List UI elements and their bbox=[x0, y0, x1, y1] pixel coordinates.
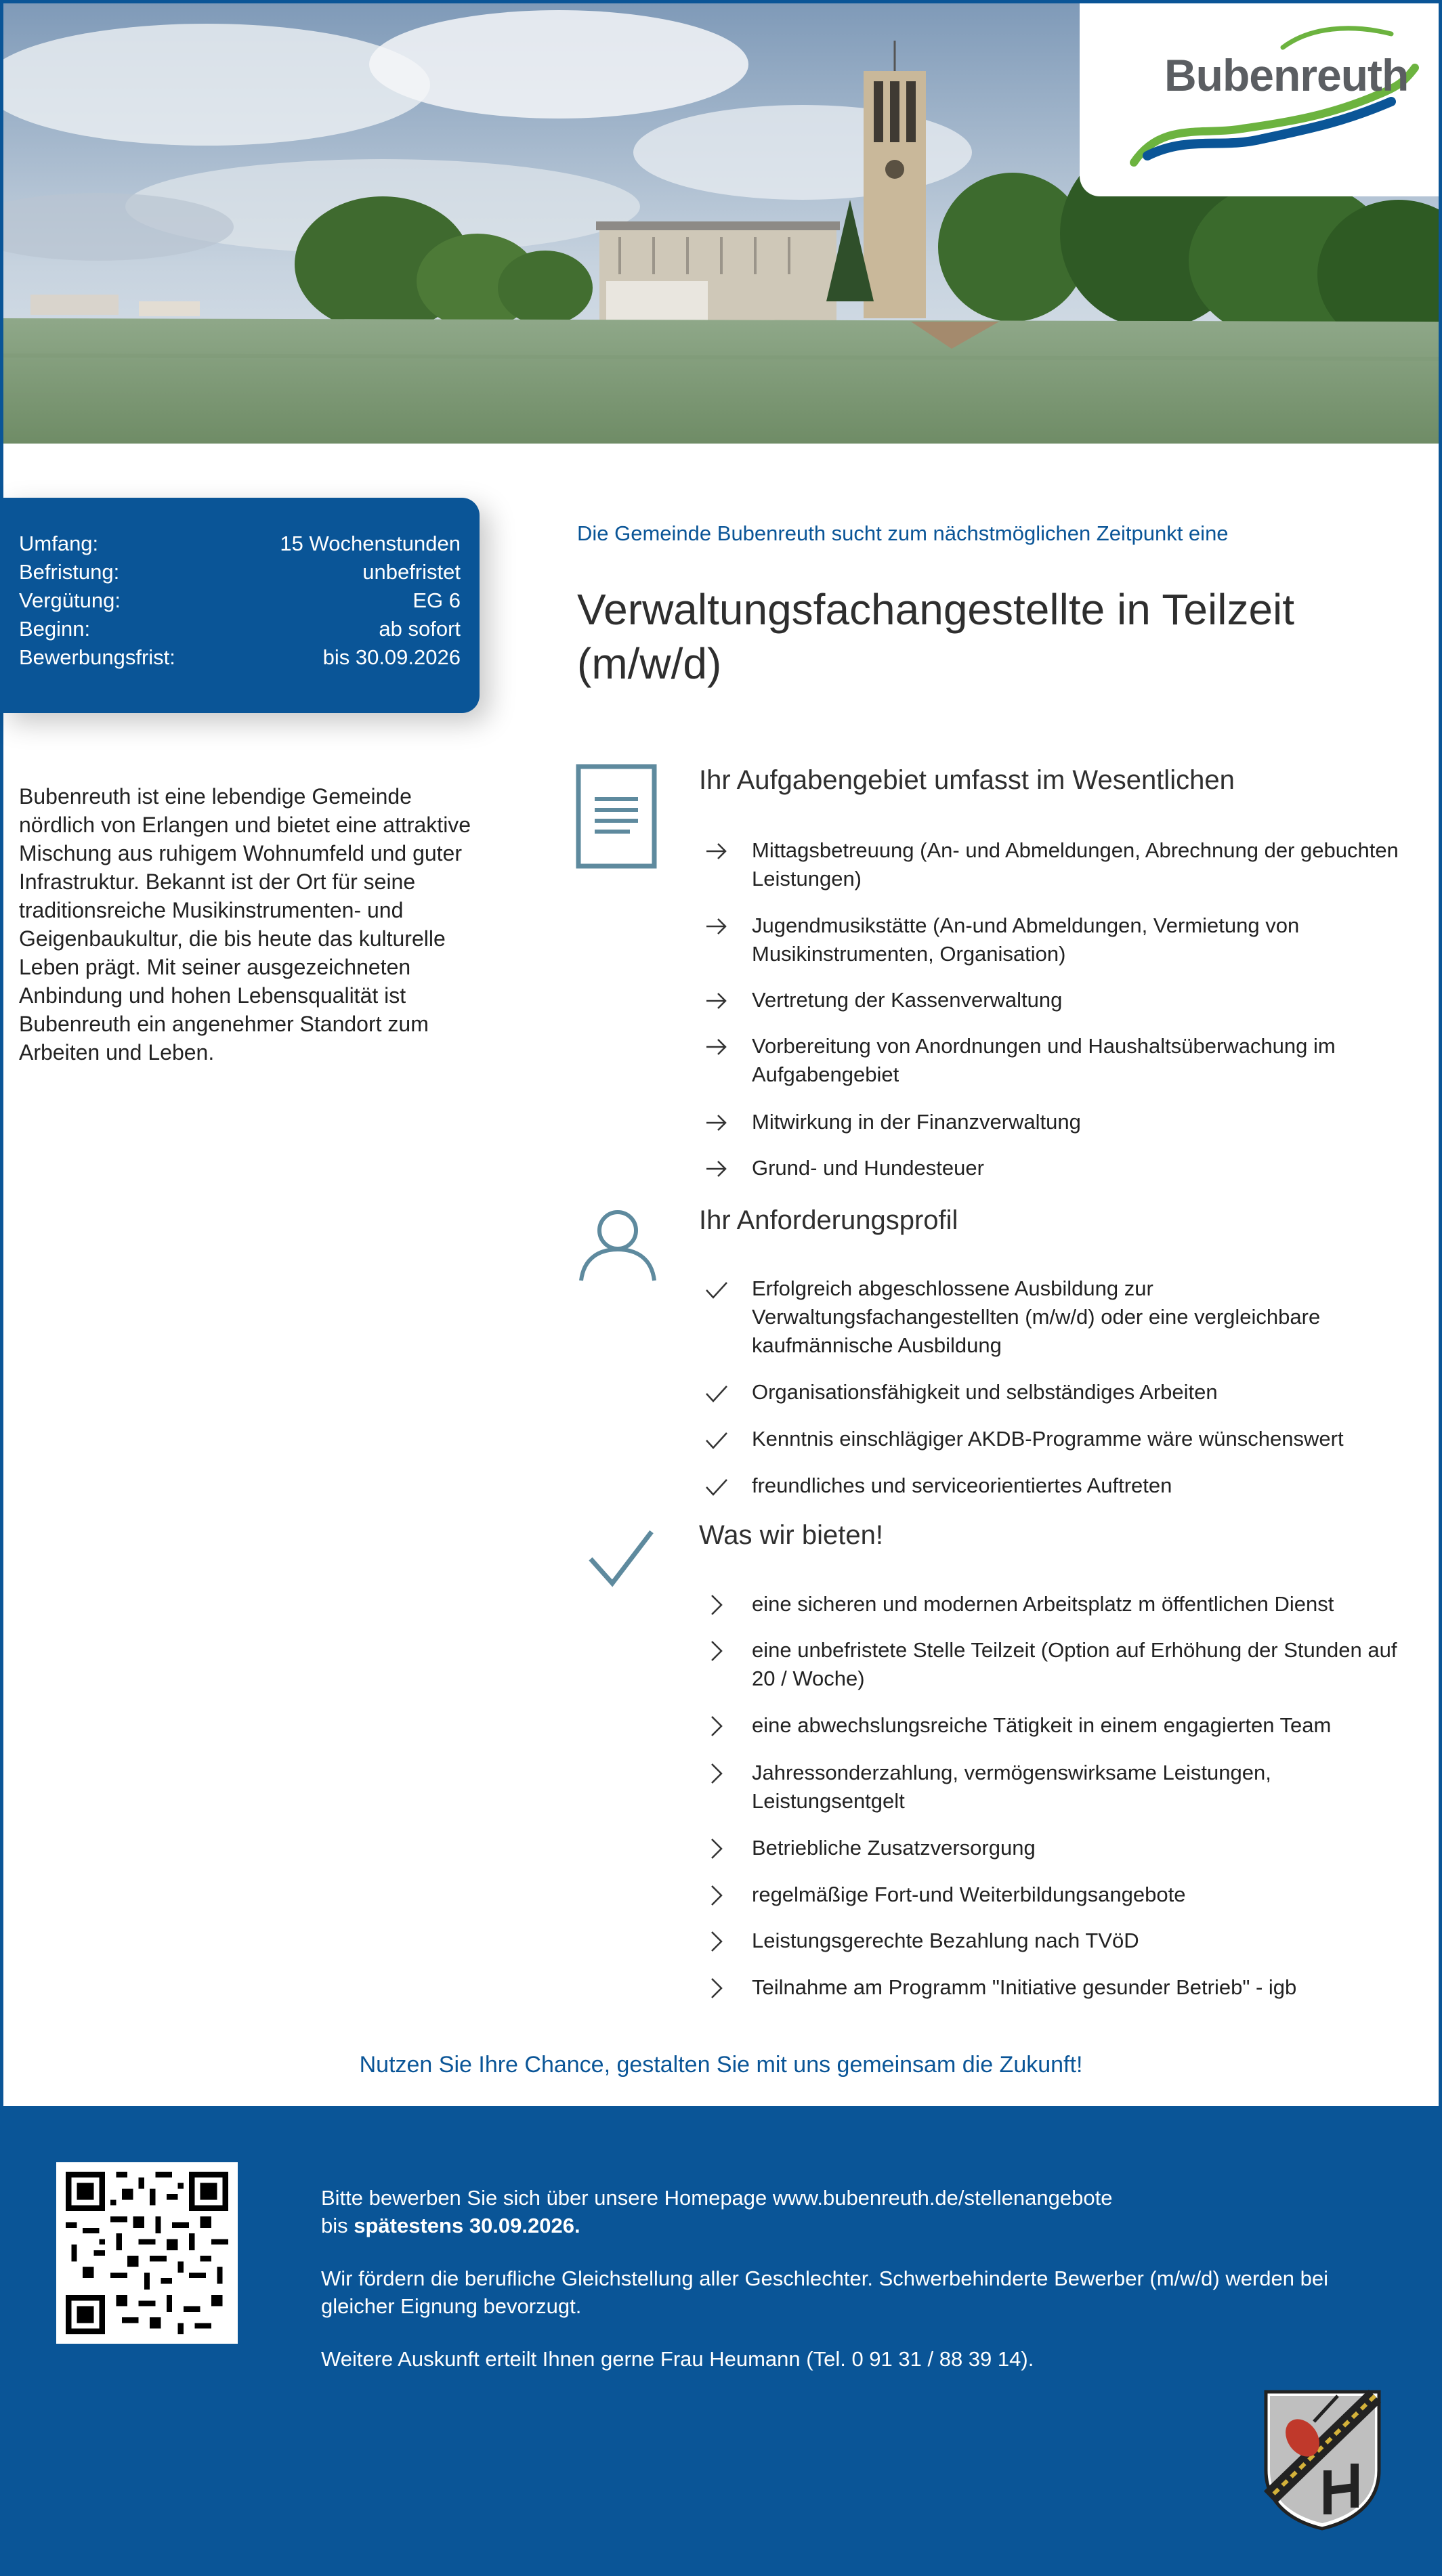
list-item-text: Organisationsfähigkeit und selbständiges Arbeiten bbox=[752, 1380, 1218, 1404]
chevron-right-icon bbox=[704, 1639, 729, 1663]
list-item-text: Kenntnis einschlägiger AKDB-Programme wäre wünschenswert bbox=[752, 1427, 1344, 1451]
job-title-line: Verwaltungsfachangestellte in Teilzeit bbox=[577, 585, 1295, 634]
fact-value: 15 Wochenstunden bbox=[280, 532, 461, 555]
section-heading-tasks: Ihr Aufgabengebiet umfasst im Wesentlichen bbox=[699, 765, 1235, 795]
chevron-right-icon bbox=[704, 1714, 729, 1738]
apply-deadline bbox=[321, 2212, 1384, 2239]
list-item-text: Teilnahme am Programm "Initiative gesunder Betrieb" - igb bbox=[752, 1975, 1297, 1999]
lead-text: Die Gemeinde Bubenreuth sucht zum nächstmöglichen Zeitpunkt eine bbox=[577, 521, 1229, 545]
chevron-right-icon bbox=[704, 1883, 729, 1908]
apply-deadline-prefix: bis bbox=[321, 2214, 354, 2237]
fact-value: unbefristet bbox=[362, 560, 461, 584]
job-title-line: (m/w/d) bbox=[577, 639, 722, 688]
list-item-text: Vorbereitung von Anordnungen und Haushaltsüberwachung im Aufgabengebiet bbox=[752, 1034, 1336, 1086]
fact-label: Vergütung: bbox=[19, 588, 121, 612]
list-item-text: eine abwechslungsreiche Tätigkeit in einem engagierten Team bbox=[752, 1713, 1332, 1737]
fact-value: EG 6 bbox=[412, 588, 461, 612]
list-item-text: Vertretung der Kassenverwaltung bbox=[752, 988, 1063, 1012]
chevron-right-icon bbox=[704, 1976, 729, 2000]
fact-value: ab sofort bbox=[379, 617, 461, 641]
fact-row-pay bbox=[19, 588, 461, 617]
equality-text: Wir fördern die berufliche Gleichstellung aller Geschlechter. Schwerbehinderte Bewerber (m/w/d) werden bei bbox=[321, 2267, 1328, 2290]
contact-text: Weitere Auskunft erteilt Ihnen gerne Frau Heumann (Tel. 0 91 31 / 88 39 14). bbox=[321, 2347, 1034, 2371]
document-icon bbox=[576, 764, 657, 869]
list-item-text: Leistungsgerechte Bezahlung nach TVöD bbox=[752, 1929, 1139, 1952]
list-item-text: Jahressonderzahlung, vermögenswirksame Leistungen, Leistungsentgelt bbox=[752, 1761, 1271, 1813]
arrow-right-icon bbox=[704, 914, 729, 939]
chevron-right-icon bbox=[704, 1593, 729, 1617]
job-facts-box bbox=[0, 498, 480, 713]
fact-label: Bewerbungsfrist: bbox=[19, 645, 175, 669]
list-item-text: eine unbefristete Stelle Teilzeit (Option auf Erhöhung der Stunden auf 20 / Woche) bbox=[752, 1638, 1397, 1690]
chevron-right-icon bbox=[704, 1761, 729, 1786]
fact-value: bis 30.09.2026 bbox=[322, 645, 461, 669]
fact-label: Beginn: bbox=[19, 617, 91, 641]
qr-code[interactable] bbox=[56, 2162, 238, 2344]
intro-text: Bubenreuth ist eine lebendige Gemeinde nördlich von Erlangen und bietet eine attraktive Mischung aus ruhigem Wohnumfeld und guter Infrastruktur. Bekannt ist der Ort für seine traditionsreiche Musikinstrumenten- und Geigenbaukultur, die bis heute das kulturelle Leben prägt. Mit seiner ausgezeichneten Anbindung und hohen Lebensqualität ist Bubenreuth ein angenehmer Standort zum Arbeiten und Leben. bbox=[19, 784, 471, 1065]
checkmark-icon bbox=[704, 1427, 729, 1452]
list-item-text: freundliches und serviceorientiertes Auftreten bbox=[752, 1474, 1172, 1497]
chevron-right-icon bbox=[704, 1929, 729, 1954]
checkmark-icon bbox=[704, 1474, 729, 1499]
qr-code-icon bbox=[66, 2172, 228, 2334]
closing-slogan: Nutzen Sie Ihre Chance, gestalten Sie mit uns gemeinsam die Zukunft! bbox=[359, 2052, 1083, 2078]
job-title bbox=[577, 582, 1356, 691]
checkmark-icon bbox=[704, 1277, 729, 1302]
list-item-text: Betriebliche Zusatzversorgung bbox=[752, 1836, 1036, 1860]
coat-of-arms-icon bbox=[1263, 2389, 1382, 2531]
apply-text: Bitte bewerben Sie sich über unsere Homepage www.bubenreuth.de/stellenangebote bbox=[321, 2186, 1113, 2210]
list-item-text: Jugendmusikstätte (An-und Abmeldungen, Vermietung von Musikinstrumenten, Organisation) bbox=[752, 914, 1300, 966]
arrow-right-icon bbox=[704, 1035, 729, 1059]
arrow-right-icon bbox=[704, 1157, 729, 1181]
fact-row-start bbox=[19, 617, 461, 645]
list-item-text: regelmäßige Fort-und Weiterbildungsangebote bbox=[752, 1883, 1186, 1906]
list-item-text: Mitwirkung in der Finanzverwaltung bbox=[752, 1110, 1081, 1134]
person-icon bbox=[577, 1209, 658, 1283]
footer bbox=[0, 2106, 1442, 2576]
list-item-text: Mittagsbetreuung (An- und Abmeldungen, Abrechnung der gebuchten Leistungen) bbox=[752, 838, 1399, 890]
fact-label: Befristung: bbox=[19, 560, 120, 584]
list-item-text: eine sicheren und modernen Arbeitsplatz m öffentlichen Dienst bbox=[752, 1592, 1334, 1616]
logo-wordmark: Bubenreuth bbox=[1164, 50, 1409, 100]
fact-label: Umfang: bbox=[19, 532, 99, 555]
list-item-text: Erfolgreich abgeschlossene Ausbildung zur Verwaltungsfachangestellten (m/w/d) oder eine vergleichbare kaufmännische Ausbildung bbox=[752, 1276, 1321, 1357]
equality-text: gleicher Eignung bevorzugt. bbox=[321, 2294, 582, 2318]
arrow-right-icon bbox=[704, 839, 729, 863]
fact-row-term bbox=[19, 560, 461, 588]
section-heading-profile: Ihr Anforderungsprofil bbox=[699, 1205, 958, 1235]
fact-row-deadline bbox=[19, 645, 461, 674]
apply-deadline-bold: spätestens 30.09.2026. bbox=[354, 2214, 580, 2237]
checkmark-icon bbox=[704, 1381, 729, 1405]
chevron-right-icon bbox=[704, 1837, 729, 1861]
section-heading-offer: Was wir bieten! bbox=[699, 1520, 883, 1550]
arrow-right-icon bbox=[704, 989, 729, 1013]
logo-panel bbox=[1080, 3, 1439, 196]
check-icon bbox=[587, 1529, 654, 1587]
arrow-right-icon bbox=[704, 1111, 729, 1135]
list-item-text: Grund- und Hundesteuer bbox=[752, 1156, 984, 1180]
fact-row-scope bbox=[19, 532, 461, 560]
